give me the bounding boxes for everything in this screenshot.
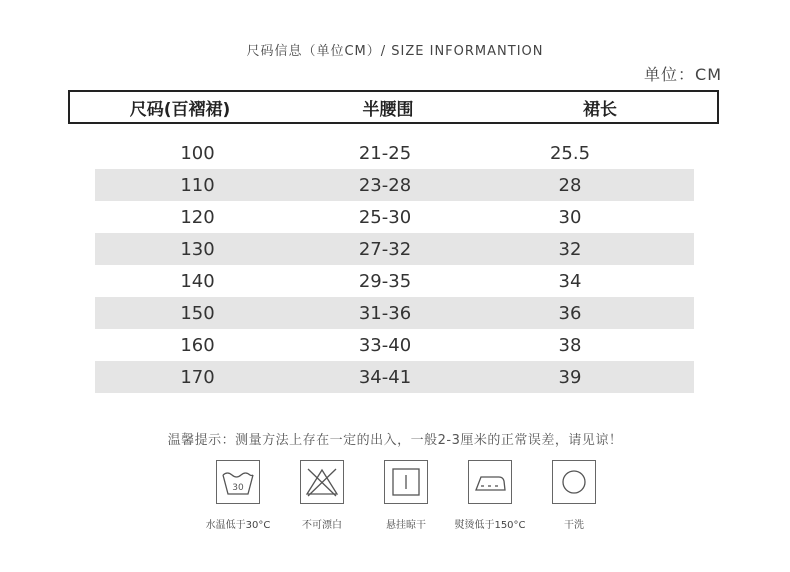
length-cell: 30 — [558, 206, 582, 228]
length-cell: 25.5 — [549, 142, 591, 164]
length-cell: 39 — [558, 366, 582, 388]
waist-cell: 23-28 — [358, 174, 412, 196]
hang-dry-icon — [384, 460, 428, 504]
page-title: 尺码信息（单位CM）/ SIZE INFORMANTION — [246, 44, 544, 59]
size-cell: 130 — [180, 238, 215, 260]
no-bleach-icon — [300, 460, 344, 504]
size-cell: 160 — [180, 334, 215, 356]
size-cell: 150 — [180, 302, 215, 324]
table-row — [95, 169, 694, 201]
table-header — [68, 90, 719, 124]
size-cell: 110 — [180, 174, 215, 196]
table-row — [95, 265, 694, 297]
size-cell: 120 — [180, 206, 215, 228]
header-skirt-length: 裙长 — [583, 99, 617, 120]
table-row — [95, 233, 694, 265]
length-cell: 28 — [558, 174, 582, 196]
size-table-body — [95, 137, 694, 393]
care-label: 水温低于30°C — [205, 520, 271, 531]
size-cell: 170 — [180, 366, 215, 388]
waist-cell: 31-36 — [358, 302, 412, 324]
waist-cell: 34-41 — [358, 366, 412, 388]
length-cell: 36 — [558, 302, 582, 324]
waist-cell: 25-30 — [358, 206, 412, 228]
table-row — [95, 361, 694, 393]
waist-cell: 21-25 — [358, 142, 412, 164]
waist-cell: 27-32 — [358, 238, 412, 260]
size-cell: 140 — [180, 270, 215, 292]
care-label: 干洗 — [564, 520, 584, 531]
care-label: 不可漂白 — [302, 520, 342, 531]
length-cell: 34 — [558, 270, 582, 292]
dry-clean-icon — [552, 460, 596, 504]
wash-temp-label: 30 — [232, 483, 244, 493]
table-row — [95, 329, 694, 361]
care-item-iron — [450, 460, 530, 531]
header-half-waist: 半腰围 — [362, 99, 414, 120]
waist-cell: 29-35 — [358, 270, 412, 292]
waist-cell: 33-40 — [358, 334, 412, 356]
length-cell: 38 — [558, 334, 582, 356]
care-item-dry-clean — [534, 460, 614, 531]
iron-150-icon — [468, 460, 512, 504]
care-item-hang-dry — [366, 460, 446, 531]
care-label: 悬挂晾干 — [386, 520, 426, 531]
unit-label: 单位：CM — [644, 65, 722, 84]
care-item-no-bleach — [282, 460, 362, 531]
measurement-notice: 温馨提示：测量方法上存在一定的出入，一般2-3厘米的正常误差，请见谅！ — [167, 433, 623, 448]
length-cell: 32 — [558, 238, 582, 260]
table-row — [95, 297, 694, 329]
care-label: 熨烫低于150°C — [454, 520, 526, 531]
size-cell: 100 — [180, 142, 215, 164]
care-instructions — [198, 460, 618, 531]
header-size: 尺码(百褶裙) — [129, 99, 231, 120]
care-item-wash — [198, 460, 278, 531]
table-row — [95, 201, 694, 233]
wash-30-icon — [216, 460, 260, 504]
table-row — [95, 137, 694, 169]
